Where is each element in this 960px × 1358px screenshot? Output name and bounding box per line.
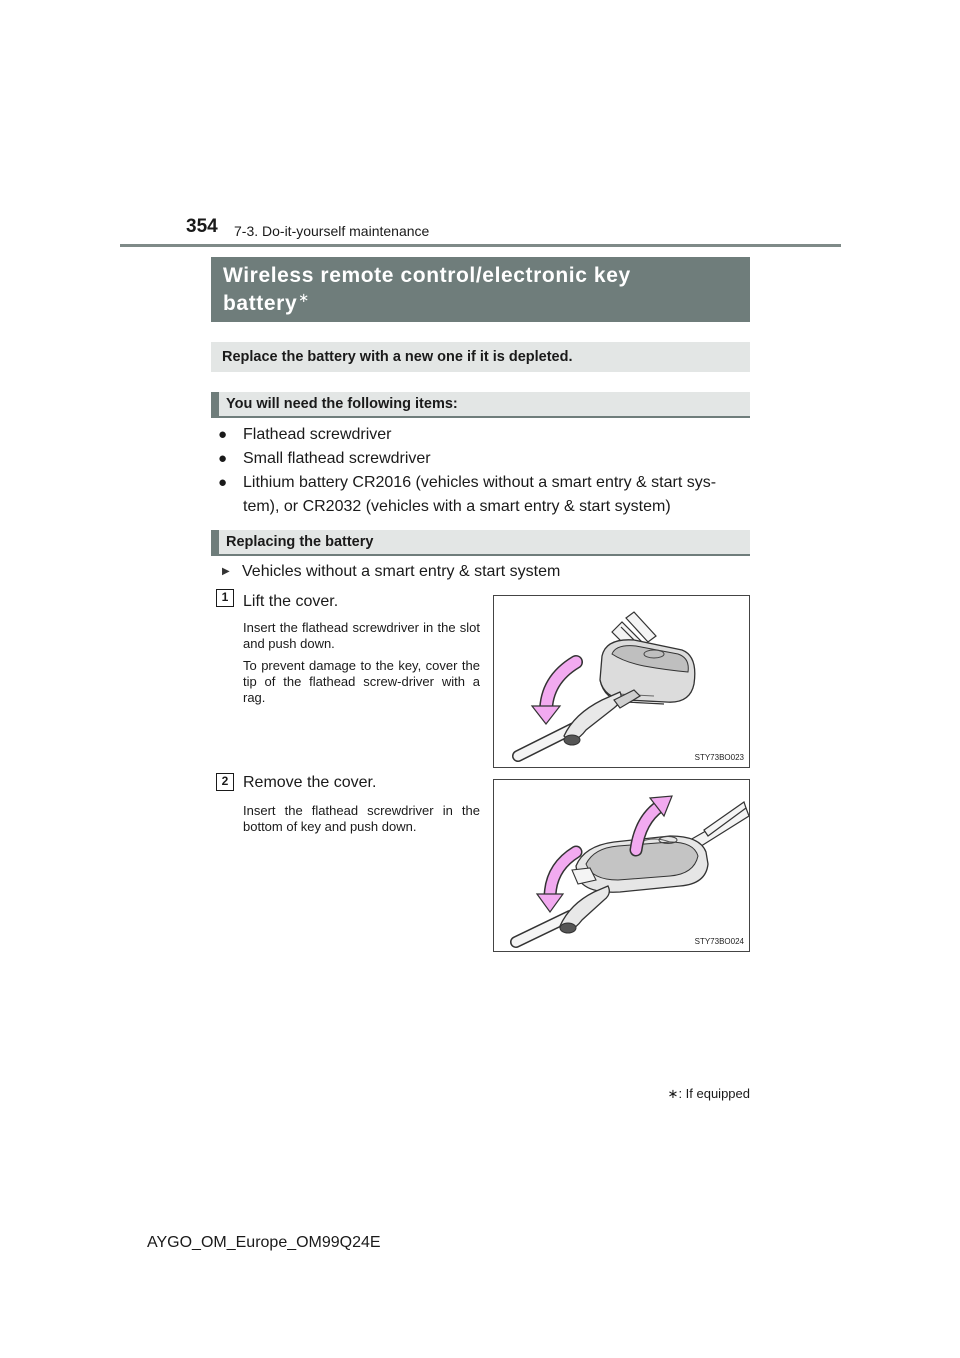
equipped-marker: ∗: [667, 1086, 679, 1101]
page-title-line2: battery∗: [223, 290, 310, 315]
bullet-dot-icon: ●: [218, 426, 228, 443]
key-illustration-icon: [494, 780, 749, 951]
triangle-right-icon: ▶: [222, 566, 230, 577]
list-item: [218, 423, 750, 447]
page-title-line1: Wireless remote control/electronic key: [223, 264, 631, 287]
key-illustration-icon: [494, 596, 749, 767]
footnote: [666, 1086, 750, 1102]
header-rule: [120, 244, 841, 247]
document-id: AYGO_OM_Europe_OM99Q24E: [147, 1234, 381, 1251]
figure-lift-cover: [493, 595, 750, 768]
list-item-text-line1: Lithium battery CR2016 (vehicles without a smart entry & start sys-: [243, 474, 717, 491]
page-title-box: [211, 257, 750, 322]
step-title: Lift the cover.: [243, 593, 339, 610]
list-item-text: Small flathead screwdriver: [243, 450, 431, 467]
list-item: [218, 471, 750, 519]
vehicle-note-text: Vehicles without a smart entry & start system: [242, 563, 561, 580]
replacing-heading: Replacing the battery: [211, 530, 750, 556]
page-number: 354: [186, 216, 218, 237]
section-label: 7-3. Do-it-yourself maintenance: [234, 223, 430, 239]
items-heading: You will need the following items:: [211, 392, 750, 418]
list-item-text: [243, 471, 716, 519]
step-caution: To prevent damage to the key, cover the tip of the flathead screw-driver with a rag.: [243, 658, 480, 705]
footnote-text: : If equipped: [678, 1086, 750, 1101]
step-description: Insert the flathead screwdriver in the slot and push down.: [243, 620, 480, 651]
intro-text: Replace the battery with a new one if it is depleted.: [211, 342, 750, 372]
list-item-text: Flathead screwdriver: [243, 426, 392, 443]
bullet-dot-icon: ●: [218, 450, 228, 467]
figure-code: STY73BO023: [694, 753, 744, 762]
step-description: Insert the flathead screwdriver in the bottom of key and push down.: [243, 803, 480, 834]
step-title: Remove the cover.: [243, 774, 377, 791]
step-number: 1: [216, 589, 234, 607]
equipped-marker: ∗: [298, 290, 310, 305]
bullet-dot-icon: ●: [218, 474, 228, 491]
list-item: [218, 447, 750, 471]
step-number: 2: [216, 773, 234, 791]
figure-code: STY73BO024: [694, 937, 744, 946]
vehicle-note: [222, 562, 560, 582]
figure-remove-cover: [493, 779, 750, 952]
list-item-text-line2: tem), or CR2032 (vehicles with a smart entry & start system): [243, 498, 671, 515]
